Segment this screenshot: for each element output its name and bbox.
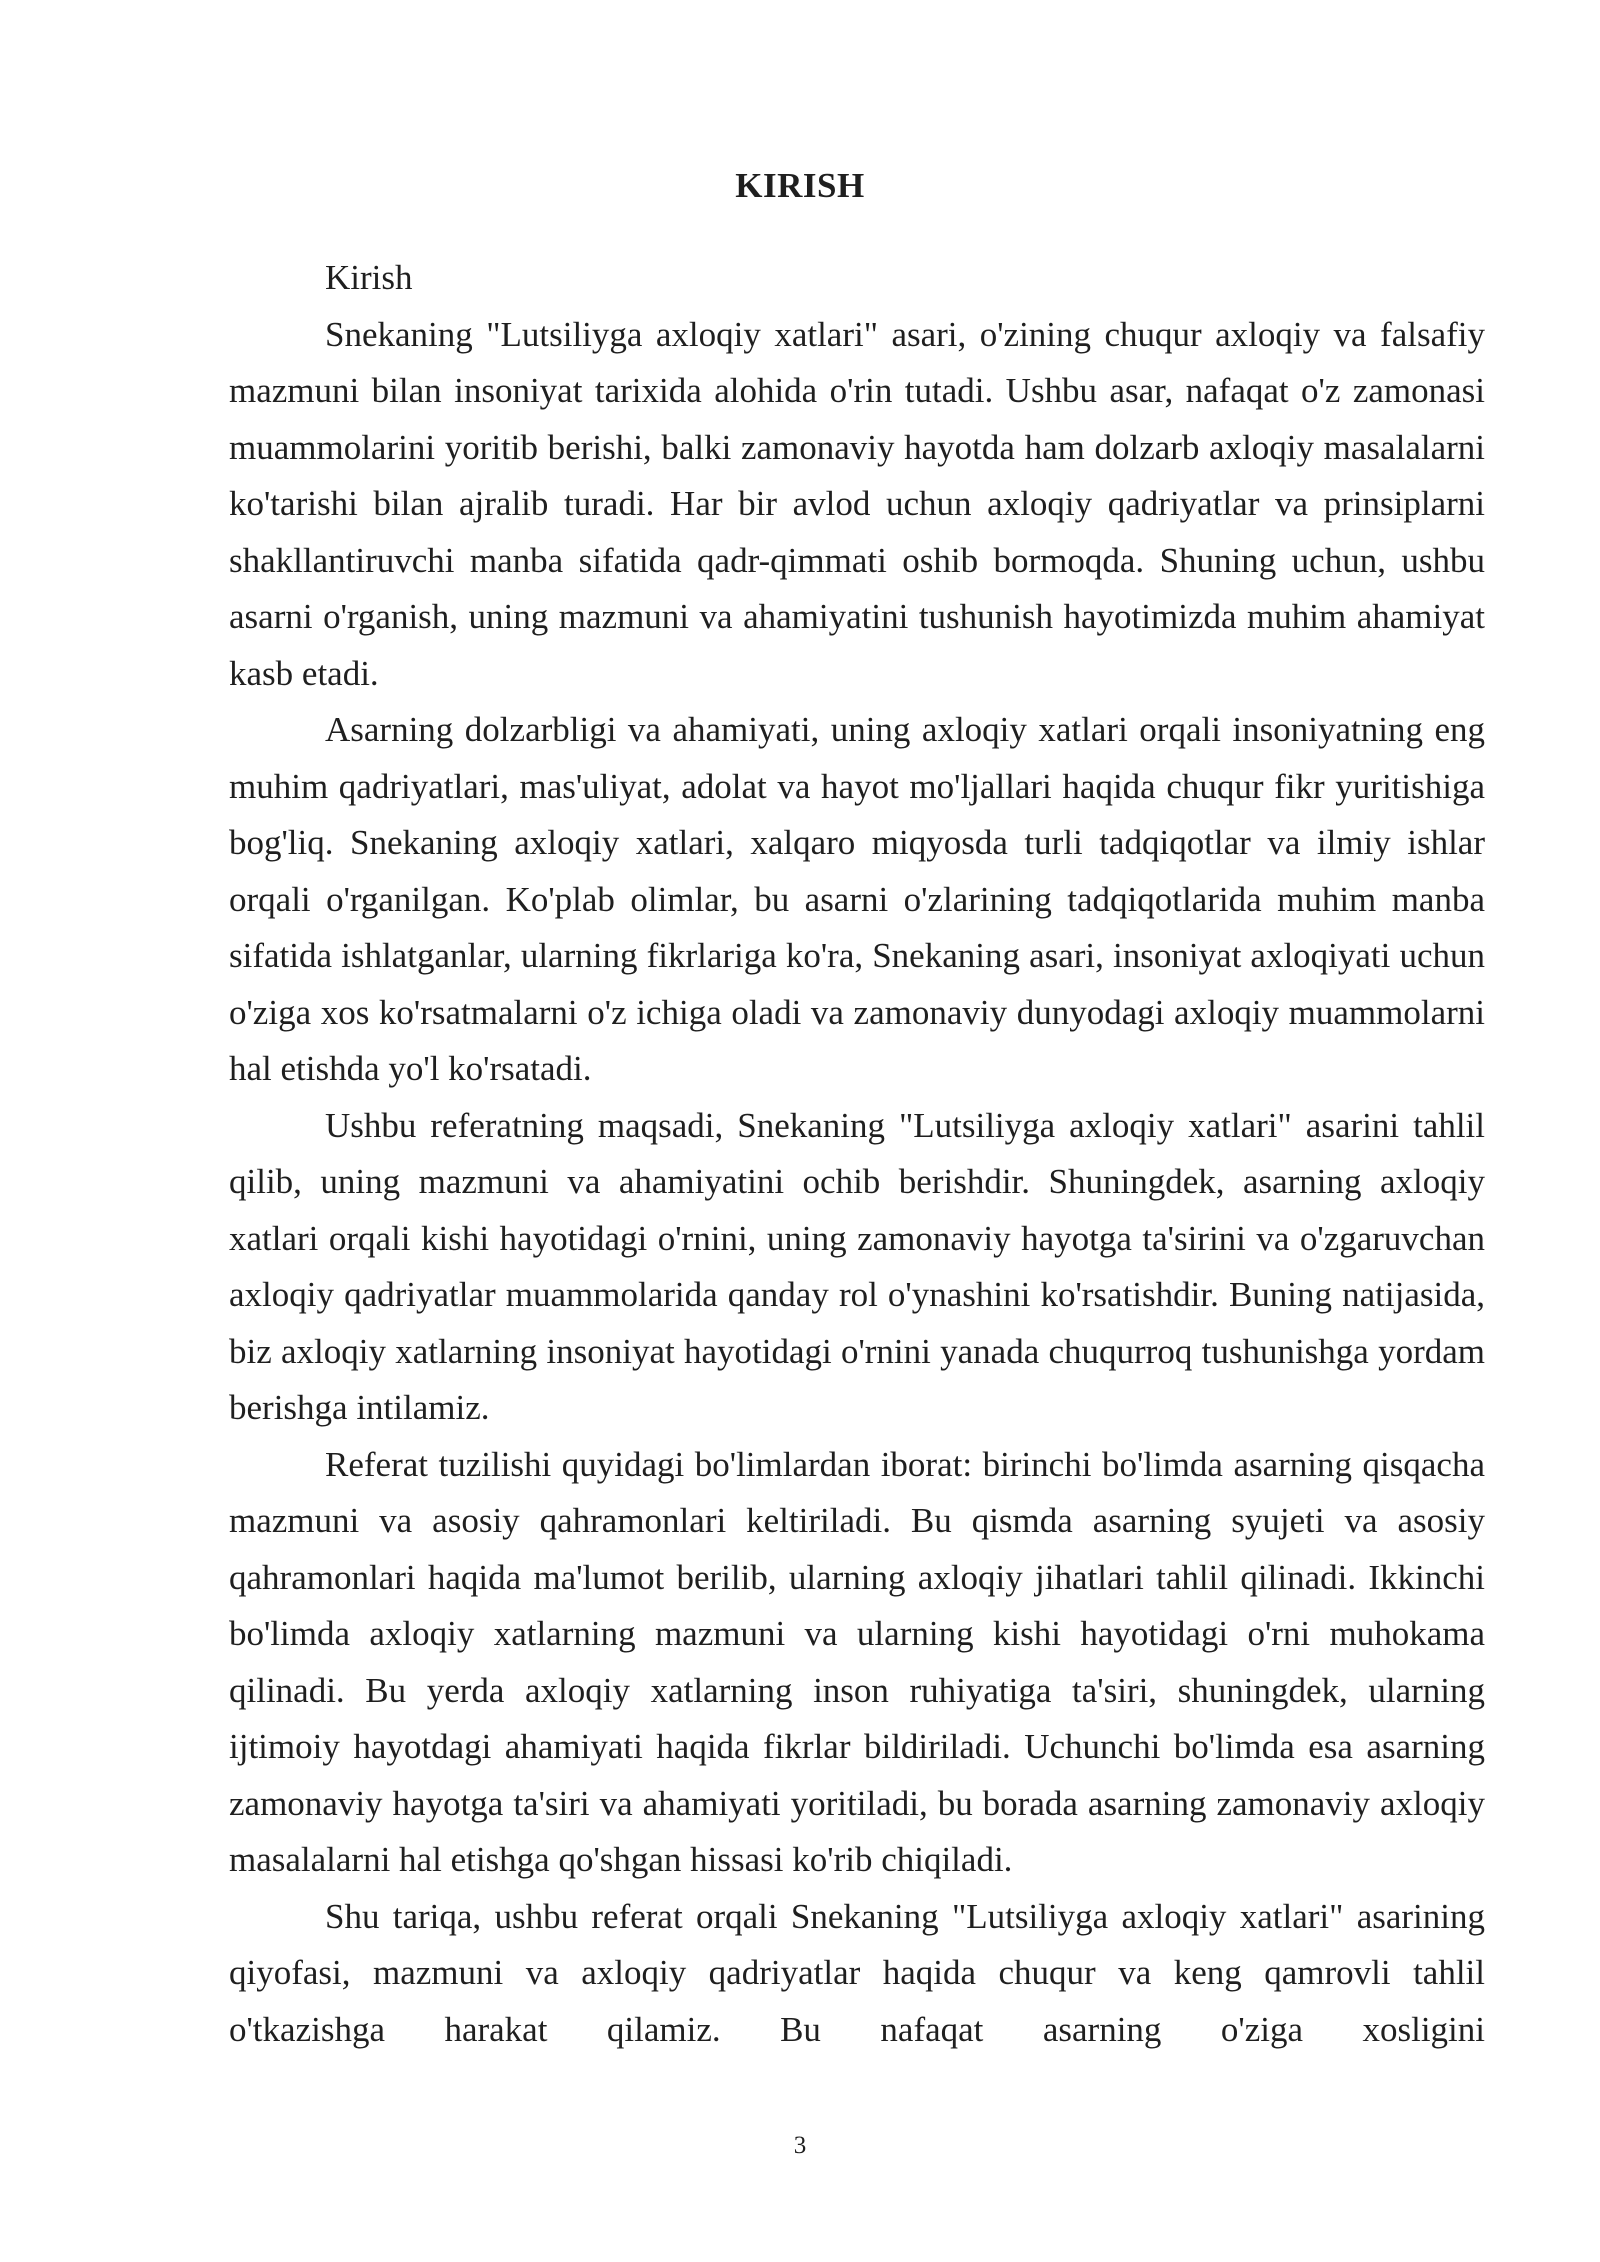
section-subtitle: Kirish xyxy=(325,258,413,297)
page-number: 3 xyxy=(793,2132,807,2159)
paragraph-conclusion: Shu tariqa, ushbu referat orqali Snekaning "Lutsiliyga axloqiy xatlari" asarining qiyofasi, mazmuni va axloqiy qadriyatlar haqida chuqur va keng qamrovli tahlil o'tkazishga harakat qilamiz. Bu nafaqat asarning o'ziga xosligini xyxy=(229,1896,1485,2049)
page-title: KIRISH xyxy=(735,166,865,205)
paragraph-purpose: Ushbu referatning maqsadi, Snekaning "Lutsiliyga axloqiy xatlari" asarini tahlil qilib, uning mazmuni va ahamiyatini ochib berishdir. Shuningdek, asarning axloqiy xatlari orqali kishi hayotidagi o'rnini, uning zamonaviy hayotga ta'sirini va o'zgaruvchan axloqiy qadriyatlar muammolarida qanday rol o'ynashini ko'rsatishdir. Buning natijasida, biz axloqiy xatlarning insoniyat hayotidagi o'rnini yanada chuqurroq tushunishga yordam berishga intilamiz. xyxy=(229,1105,1485,1427)
document-body xyxy=(229,250,1485,2058)
paragraph-structure: Referat tuzilishi quyidagi bo'limlardan iborat: birinchi bo'limda asarning qisqacha mazmuni va asosiy qahramonlari keltiriladi. Bu qismda asarning syujeti va asosiy qahramonlari haqida ma'lumot berilib, ularning axloqiy jihatlari tahlil qilinadi. Ikkinchi bo'limda axloqiy xatlarning mazmuni va ularning kishi hayotidagi o'rni muhokama qilinadi. Bu yerda axloqiy xatlarning inson ruhiyatiga ta'siri, shuningdek, ularning ijtimoiy hayotdagi ahamiyati haqida fikrlar bildiriladi. Uchunchi bo'limda esa asarning zamonaviy hayotga ta'siri va ahamiyati yoritiladi, bu borada asarning zamonaviy axloqiy masalalarni hal etishga qo'shgan hissasi ko'rib chiqiladi. xyxy=(229,1444,1485,1879)
paragraph-relevance: Asarning dolzarbligi va ahamiyati, uning axloqiy xatlari orqali insoniyatning eng muhim qadriyatlari, mas'uliyat, adolat va hayot mo'ljallari haqida chuqur fikr yuritishiga bog'liq. Snekaning axloqiy xatlari, xalqaro miqyosda turli tadqiqotlar va ilmiy ishlar orqali o'rganilgan. Ko'plab olimlar, bu asarni o'zlarining tadqiqotlarida muhim manba sifatida ishlatganlar, ularning fikrlariga ko'ra, Snekaning asari, insoniyat axloqiyati uchun o'ziga xos ko'rsatmalarni o'z ichiga oladi va zamonaviy dunyodagi axloqiy muammolarni hal etishda yo'l ko'rsatadi. xyxy=(229,710,1485,1088)
paragraph-intro: Snekaning "Lutsiliyga axloqiy xatlari" asari, o'zining chuqur axloqiy va falsafiy mazmuni bilan insoniyat tarixida alohida o'rin tutadi. Ushbu asar, nafaqat o'z zamonasi muammolarini yoritib berishi, balki zamonaviy hayotda ham dolzarb axloqiy masalalarni ko'tarishi bilan ajralib turadi. Har bir avlod uchun axloqiy qadriyatlar va prinsiplarni shakllantiruvchi manba sifatida qadr-qimmati oshib bormoqda. Shuning uchun, ushbu asarni o'rganish, uning mazmuni va ahamiyatini tushunish hayotimizda muhim ahamiyat kasb etadi. xyxy=(229,314,1485,693)
